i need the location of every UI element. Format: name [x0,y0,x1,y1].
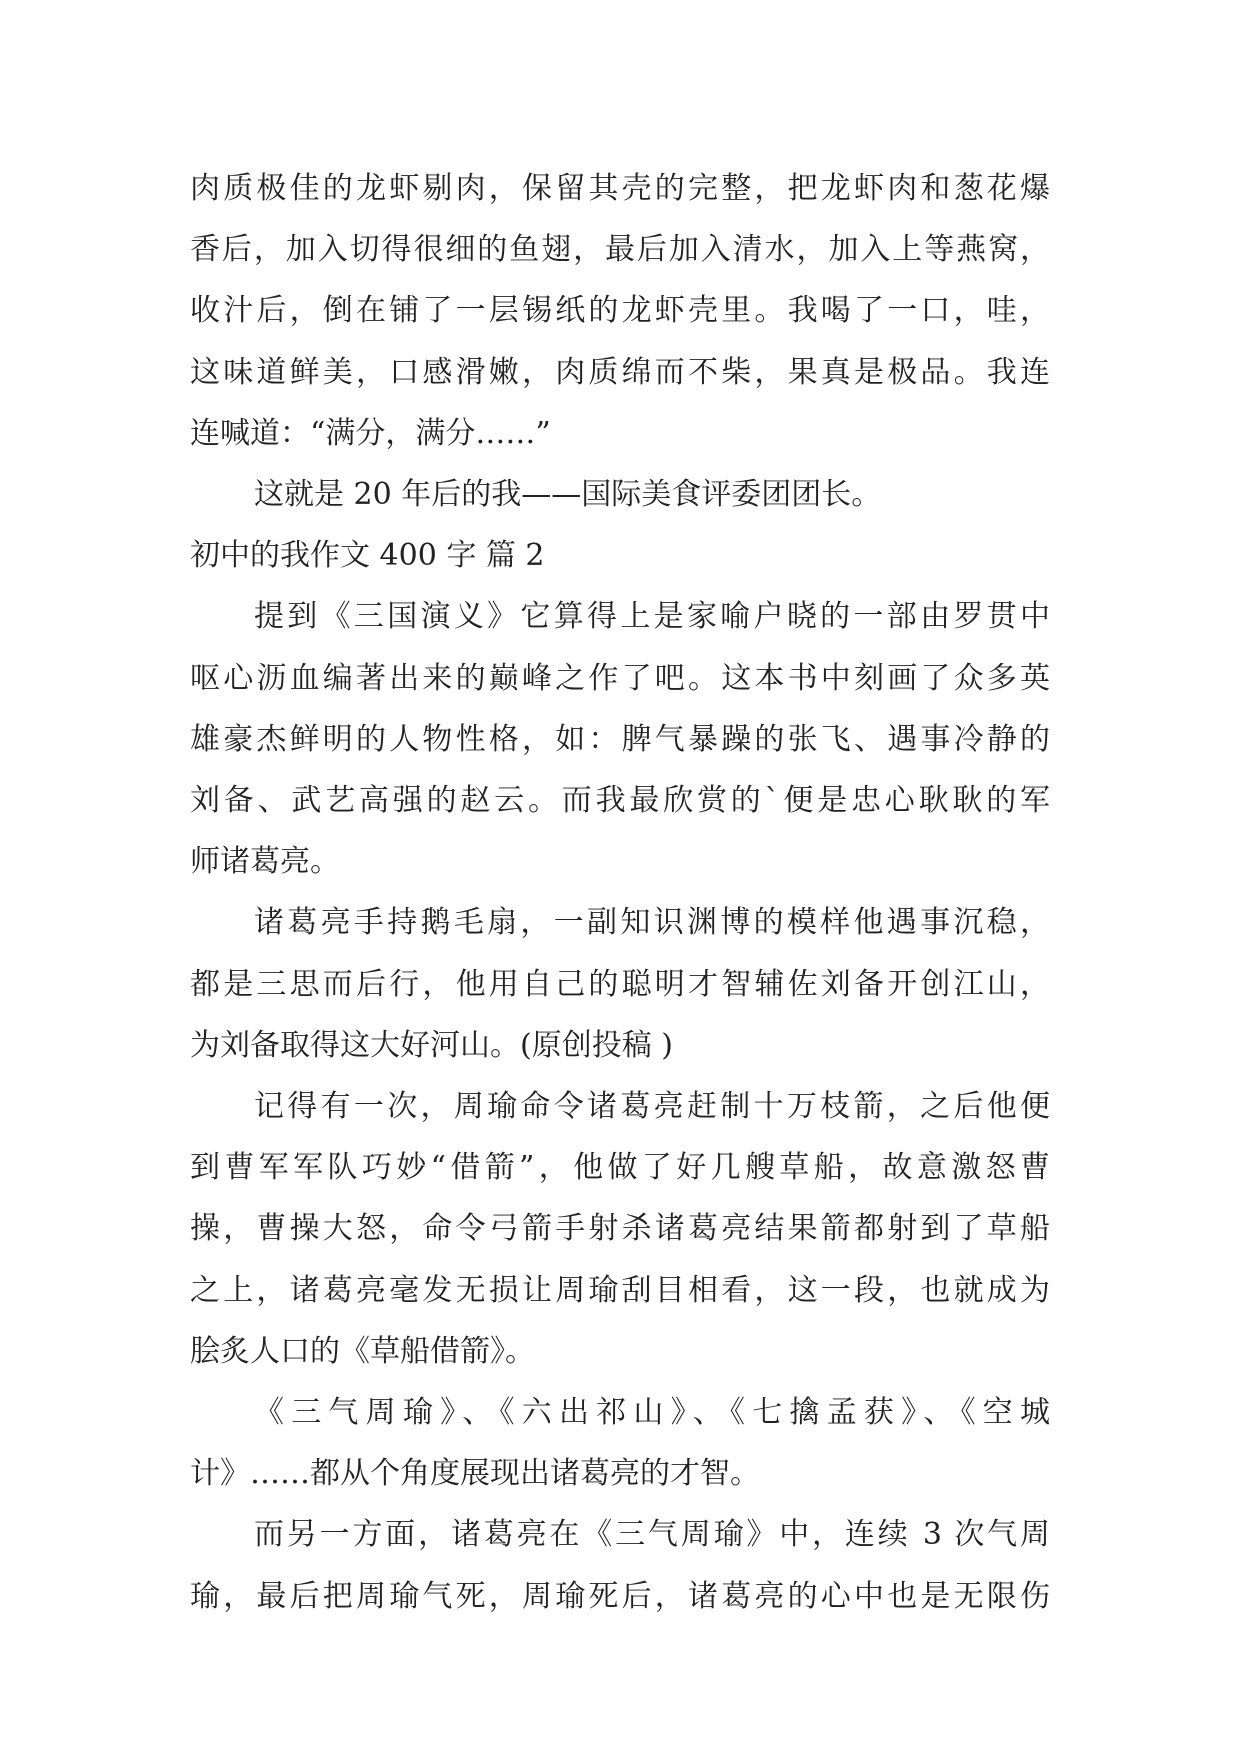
text-line: 诸葛亮手持鹅毛扇，一副知识渊博的模样他遇事沉稳， [254,905,1050,941]
text-line: 《三气周瑜》、《六出祁山》、《七擒孟获》、《空城 [254,1395,1050,1431]
section-heading: 初中的我作文 400 字 篇 2 [190,538,545,574]
text-line: 计》……都从个角度展现出诸葛亮的才智。 [190,1456,760,1492]
text-line: 为刘备取得这大好河山。(原创投稿 ) [190,1027,673,1063]
text-line: 呕心沥血编著出来的巅峰之作了吧。这本书中刻画了众多英 [190,660,1050,696]
text-line: 到曹军军队巧妙“借箭”，他做了好几艘草船，故意激怒曹 [190,1150,1050,1186]
text-line: 连喊道：“满分，满分……” [190,415,551,451]
text-line: 师诸葛亮。 [190,844,340,880]
text-line: 操，曹操大怒，命令弓箭手射杀诸葛亮结果箭都射到了草船 [190,1211,1050,1247]
text-line: 这就是 20 年后的我——国际美食评委团团长。 [254,477,882,513]
text-line: 香后，加入切得很细的鱼翅，最后加入清水，加入上等燕窝， [190,232,1050,268]
document-body [190,158,1050,1627]
text-line: 提到《三国演义》它算得上是家喻户晓的一部由罗贯中 [254,599,1050,635]
text-line: 肉质极佳的龙虾剔肉，保留其壳的完整，把龙虾肉和葱花爆 [190,171,1050,206]
text-line: 这味道鲜美，口感滑嫩，肉质绵而不柴，果真是极品。我连 [190,354,1050,390]
text-line: 之上，诸葛亮毫发无损让周瑜刮目相看，这一段，也就成为 [190,1272,1050,1308]
text-line: 而另一方面，诸葛亮在《三气周瑜》中，连续 3 次气周 [254,1517,1050,1553]
text-line: 脍炙人口的《草船借箭》。 [190,1333,535,1369]
text-line: 都是三思而后行，他用自己的聪明才智辅佐刘备开创江山， [190,966,1050,1002]
text-line: 瑜，最后把周瑜气死，周瑜死后，诸葛亮的心中也是无限伤 [190,1578,1050,1614]
text-line: 记得有一次，周瑜命令诸葛亮赶制十万枝箭，之后他便 [254,1089,1050,1125]
text-line: 雄豪杰鲜明的人物性格，如：脾气暴躁的张飞、遇事冷静的 [190,721,1050,757]
text-line: 刘备、武艺高强的赵云。而我最欣赏的`便是忠心耿耿的军 [190,783,1050,819]
text-line: 收汁后，倒在铺了一层锡纸的龙虾壳里。我喝了一口，哇， [190,293,1050,329]
